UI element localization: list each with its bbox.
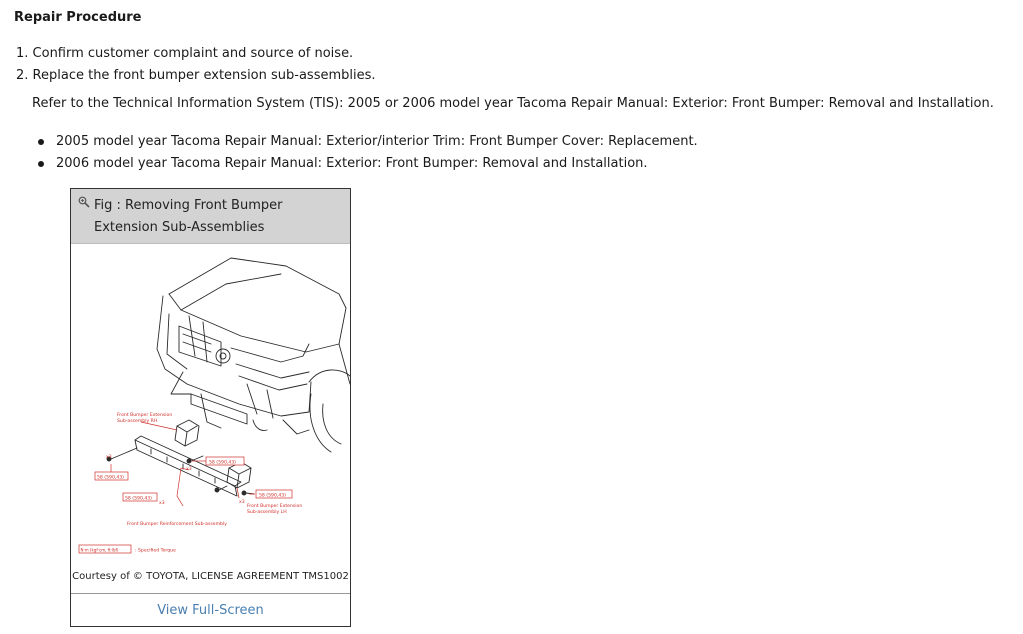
torque-value: 58 (590,43) xyxy=(259,493,286,499)
reference-item xyxy=(36,133,698,155)
bolt-count: x3 xyxy=(239,500,245,505)
step-item: 1. Confirm customer complaint and source of noise. xyxy=(16,46,354,61)
figure-header[interactable] xyxy=(71,189,350,244)
label-reinforcement: Front Bumper Reinforcement Sub-assembly xyxy=(127,522,227,527)
torque-value: 58 (590,43) xyxy=(209,460,236,466)
figure-caption: Fig : Removing Front Bumper Extension Sub-Assemblies xyxy=(94,198,283,235)
reference-text: 2006 model year Tacoma Repair Manual: Exterior: Front Bumper: Removal and Installation. xyxy=(56,156,648,171)
procedure-steps xyxy=(16,45,376,89)
bumper-diagram[interactable] xyxy=(71,244,350,564)
label-ext-lh-2: Sub-assembly LH xyxy=(247,510,287,515)
reference-text: 2005 model year Tacoma Repair Manual: Exterior/interior Trim: Front Bumper Cover: Replacement. xyxy=(56,134,698,149)
bolt-count: x3 xyxy=(106,455,112,460)
view-fullscreen-link[interactable]: View Full-Screen xyxy=(71,593,350,627)
torque-value: 58 (590,43) xyxy=(125,496,152,502)
torque-legend-caption: : Specified Torque xyxy=(135,548,176,554)
label-ext-rh-2: Sub-assembly RH xyxy=(117,419,158,424)
torque-legend-box: N·m (kgf·cm, ft·lbf) xyxy=(80,547,119,553)
bolt-count: x3 xyxy=(186,467,192,472)
reference-item xyxy=(36,155,698,177)
bullet-icon xyxy=(38,139,44,145)
reference-list xyxy=(36,133,698,177)
callout-labels xyxy=(81,412,303,554)
refer-text: Refer to the Technical Information System (TIS): 2005 or 2006 model year Tacoma Repair Manual: Exterior: Front Bumper: Removal and Installation. xyxy=(32,96,994,111)
bullet-icon xyxy=(38,161,44,167)
label-ext-lh-1: Front Bumper Extension xyxy=(247,504,303,509)
torque-value: 58 (590,43) xyxy=(97,475,124,481)
figure-card xyxy=(70,188,351,627)
bolt-count: x3 xyxy=(159,501,165,506)
label-ext-rh-1: Front Bumper Extension xyxy=(117,413,173,418)
zoom-icon[interactable] xyxy=(78,196,90,208)
page-title: Repair Procedure xyxy=(14,10,142,25)
figure-courtesy: Courtesy of © TOYOTA, LICENSE AGREEMENT TMS1002 xyxy=(72,571,349,582)
step-item: 2. Replace the front bumper extension sub-assemblies. xyxy=(16,68,376,83)
